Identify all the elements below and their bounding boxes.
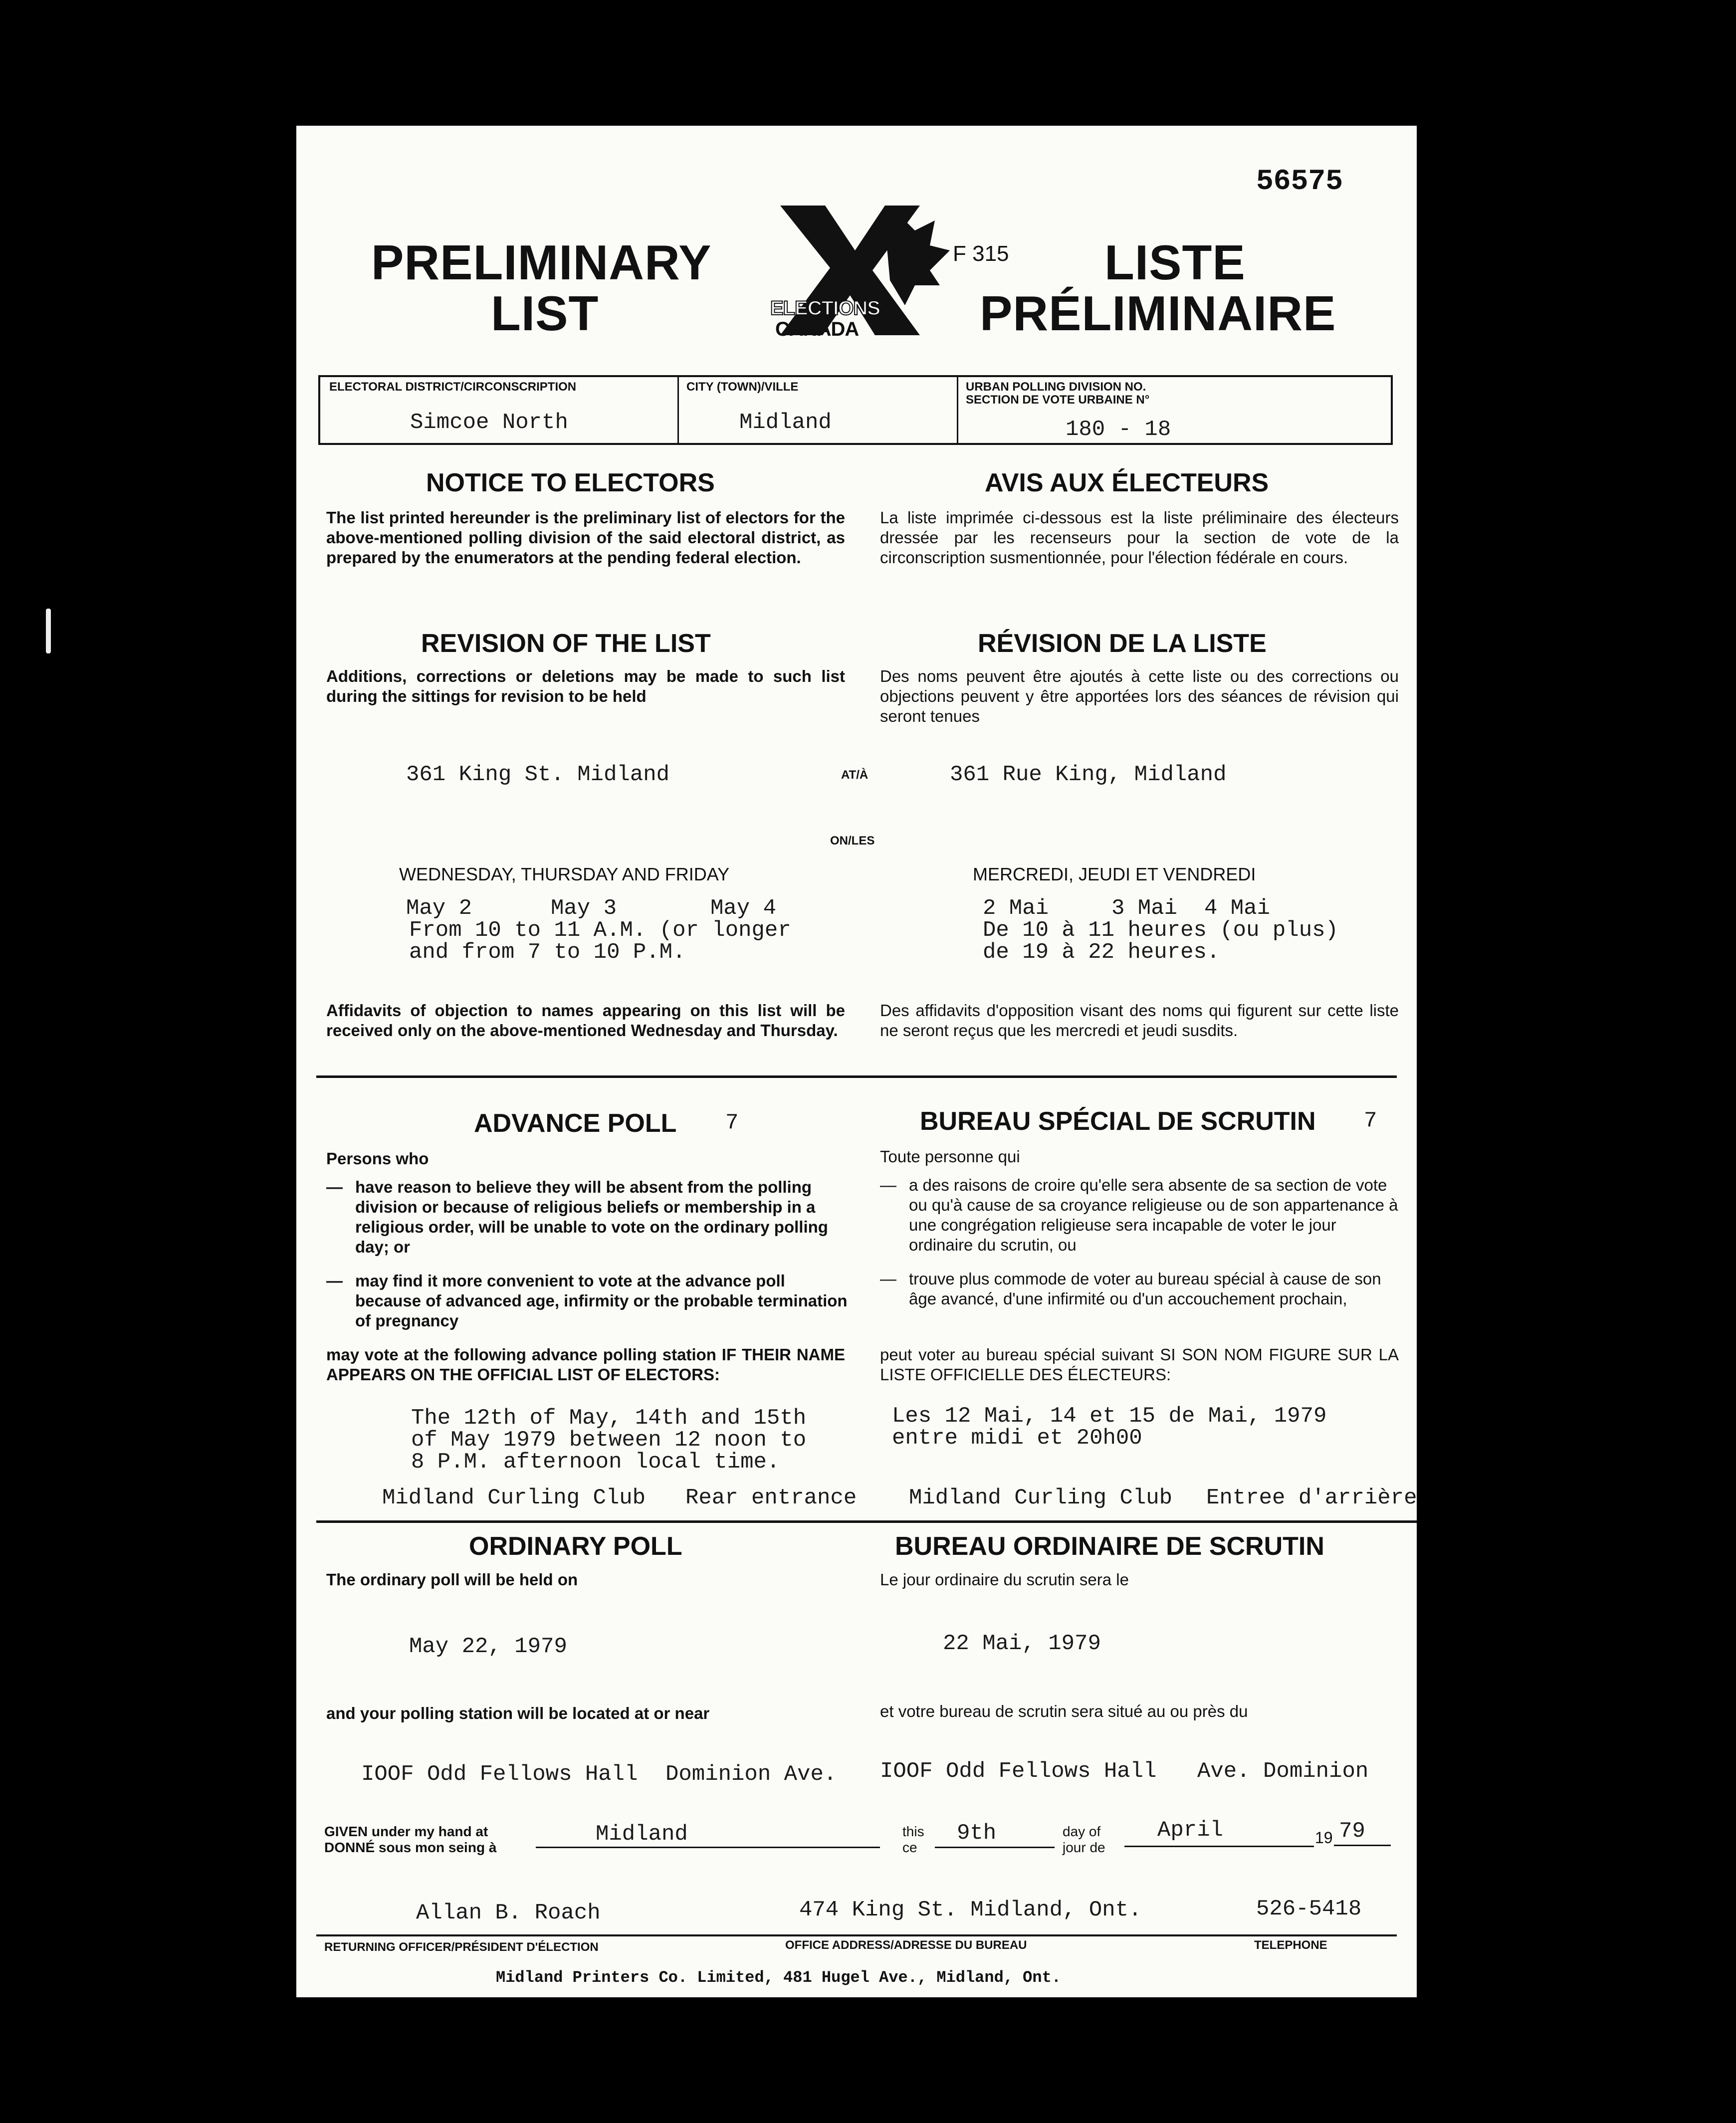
hours-fr-2: de 19 à 22 heures.: [983, 940, 1220, 965]
ordinary-title-en: ORDINARY POLL: [469, 1532, 682, 1561]
logo-text-2: CANADA: [775, 318, 859, 340]
ordinary-held-en: The ordinary poll will be held on: [326, 1570, 578, 1589]
hours-fr-1: De 10 à 11 heures (ou plus): [983, 918, 1338, 943]
days-en: WEDNESDAY, THURSDAY AND FRIDAY: [399, 864, 730, 884]
divider-ordinary: [316, 1520, 1417, 1523]
advance-item2-fr: — trouve plus commode de voter au bureau spécial à cause de son âge avancé, d'une infirmité ou d'un accouchement prochain,: [880, 1270, 1381, 1308]
officer-rule: [316, 1934, 1397, 1936]
district-label: ELECTORAL DISTRICT/CIRCONSCRIPTION: [329, 380, 577, 394]
dash-bullet: —: [880, 1176, 896, 1194]
given-label-en: GIVEN under my hand at: [324, 1824, 488, 1839]
ce-label: ce: [902, 1840, 917, 1855]
officer-address-label: OFFICE ADDRESS/ADRESSE DU BUREAU: [785, 1938, 1027, 1952]
days-fr: MERCREDI, JEUDI ET VENDREDI: [973, 864, 1256, 884]
officer-name: Allan B. Roach: [416, 1901, 601, 1925]
officer-phone-label: TELEPHONE: [1254, 1938, 1327, 1952]
affidavit-fr: Des affidavits d'opposition visant des noms qui figurent sur cette liste ne seront reçus que les mercredi et jeudi susdits.: [880, 1001, 1399, 1040]
year-suffix: 79: [1339, 1819, 1365, 1844]
date-en-3: May 4: [710, 896, 777, 921]
given-label-fr: DONNÉ sous mon seing à: [324, 1840, 497, 1855]
advance-num-fr: 7: [1364, 1108, 1377, 1133]
advance-item1-en: — have reason to believe they will be absent from the polling division or because of religious beliefs or membership in a religious order, will be unable to vote on the ordinary polling day; or: [326, 1178, 828, 1256]
revision-place-en: 361 King St. Midland: [406, 762, 670, 787]
hours-en-2: and from 7 to 10 P.M.: [409, 940, 686, 965]
advance-title-fr: BUREAU SPÉCIAL DE SCRUTIN: [920, 1107, 1316, 1136]
title-fr-line2: PRÉLIMINAIRE: [980, 286, 1336, 341]
title-en-line2: LIST: [491, 286, 599, 341]
persons-fr: Toute personne qui: [880, 1147, 1020, 1166]
notice-title-fr: AVIS AUX ÉLECTEURS: [985, 468, 1269, 497]
serial-number: 56575: [1256, 166, 1343, 198]
advance-where-en-1: Midland Curling Club: [382, 1486, 646, 1510]
advance-item1-fr: — a des raisons de croire qu'elle sera absente de sa section de vote ou qu'à cause de sa croyance religieuse ou de son appartenance à une congrégation religieuse sera incapable de voter le jour ordinaire du scrutin, ou: [880, 1176, 1398, 1254]
year-prefix: 19: [1315, 1829, 1333, 1847]
revision-title-fr: RÉVISION DE LA LISTE: [978, 629, 1267, 658]
division-label-1: URBAN POLLING DIVISION NO.: [966, 380, 1146, 394]
advance-title-en: ADVANCE POLL: [474, 1109, 677, 1138]
notice-title-en: NOTICE TO ELECTORS: [426, 468, 715, 497]
ordinary-place-en-2: Dominion Ave.: [665, 1762, 837, 1787]
advance-when-en-2: of May 1979 between 12 noon to: [411, 1428, 807, 1453]
officer-phone: 526-5418: [1256, 1897, 1362, 1921]
given-place-line: [536, 1847, 880, 1848]
officer-address: 474 King St. Midland, Ont.: [799, 1898, 1142, 1922]
date-fr-1: 2 Mai: [983, 896, 1049, 921]
advance-where-en-2: Rear entrance: [685, 1486, 857, 1510]
notice-text-en: The list printed hereunder is the preliminary list of electors for the above-mentioned polling division of the said electoral district, as prepared by the enumerators at the pending federal election.: [326, 508, 845, 567]
advance-where-fr-2: Entree d'arrière: [1206, 1486, 1417, 1510]
printer-line: Midland Printers Co. Limited, 481 Hugel Ave., Midland, Ont.: [496, 1968, 1061, 1987]
division-label-2: SECTION DE VOTE URBAINE N°: [966, 393, 1150, 407]
given-day: 9th: [957, 1821, 997, 1846]
notice-text-fr: La liste imprimée ci-dessous est la liste préliminaire des électeurs dressée par les recenseurs pour la section de vote de la circonscription susmentionnée, pour l'élection fédérale en cours.: [880, 508, 1399, 567]
ordinary-date-fr: 22 Mai, 1979: [943, 1631, 1101, 1656]
advance-when-en-1: The 12th of May, 14th and 15th: [411, 1406, 807, 1431]
dash-bullet: —: [326, 1178, 343, 1196]
hours-en-1: From 10 to 11 A.M. (or longer: [409, 918, 791, 943]
may-vote-fr: peut voter au bureau spécial suivant SI SON NOM FIGURE SUR LA LISTE OFFICIELLE DES ÉLECTEURS:: [880, 1345, 1399, 1384]
elections-canada-logo: [770, 201, 960, 350]
division-value: 180 - 18: [1066, 417, 1171, 442]
at-label: AT/À: [841, 768, 868, 782]
jour-de-label: jour de: [1063, 1840, 1105, 1855]
revision-text-en: Additions, corrections or deletions may be made to such list during the sittings for revision to be held: [326, 667, 845, 705]
district-value: Simcoe North: [410, 410, 568, 435]
advance-num-en: 7: [725, 1110, 739, 1135]
may-vote-en: may vote at the following advance polling station IF THEIR NAME APPEARS ON THE OFFICIAL LIST OF ELECTORS:: [326, 1345, 845, 1384]
on-label: ON/LES: [830, 834, 875, 848]
form-number: F 315: [953, 241, 1009, 266]
logo-text-1: ELECTIONS: [770, 297, 880, 319]
date-fr-2: 3 Mai: [1111, 896, 1178, 921]
dash-bullet: —: [880, 1270, 896, 1288]
document-page: [296, 126, 1417, 1997]
ordinary-title-fr: BUREAU ORDINAIRE DE SCRUTIN: [895, 1532, 1324, 1561]
scan-artifact: [46, 609, 51, 653]
officer-name-label: RETURNING OFFICER/PRÉSIDENT D'ÉLECTION: [324, 1940, 599, 1954]
date-en-2: May 3: [551, 896, 617, 921]
ordinary-located-en: and your polling station will be located at or near: [326, 1704, 710, 1722]
year-line: [1334, 1845, 1391, 1846]
persons-en: Persons who: [326, 1149, 429, 1168]
this-label: this: [902, 1824, 924, 1839]
revision-text-fr: Des noms peuvent être ajoutés à cette liste ou des corrections ou objections peuvent y être apportées lors des séances de révision qui seront tenues: [880, 667, 1399, 725]
given-month: April: [1157, 1818, 1224, 1843]
advance-when-en-3: 8 P.M. afternoon local time.: [411, 1450, 780, 1475]
ordinary-place-fr-2: Ave. Dominion: [1197, 1759, 1369, 1784]
given-day-line: [935, 1847, 1055, 1848]
info-divider-1: [677, 377, 679, 444]
title-en-line1: PRELIMINARY: [371, 235, 712, 290]
info-divider-2: [957, 377, 958, 444]
revision-title-en: REVISION OF THE LIST: [421, 629, 711, 658]
advance-when-fr-1: Les 12 Mai, 14 et 15 de Mai, 1979: [892, 1404, 1327, 1429]
revision-place-fr: 361 Rue King, Midland: [950, 762, 1227, 787]
date-fr-3: 4 Mai: [1204, 896, 1271, 921]
divider-advance: [316, 1075, 1397, 1078]
city-value: Midland: [739, 410, 832, 435]
ordinary-date-en: May 22, 1979: [409, 1634, 567, 1659]
advance-where-fr-1: Midland Curling Club: [909, 1486, 1173, 1510]
title-fr-line1: LISTE: [1104, 235, 1246, 290]
advance-item2-en: — may find it more convenient to vote at the advance poll because of advanced age, infirmity or the probable termination of pregnancy: [326, 1272, 848, 1330]
info-box: [318, 375, 1393, 445]
date-en-1: May 2: [406, 896, 472, 921]
ordinary-place-en-1: IOOF Odd Fellows Hall: [361, 1762, 638, 1787]
ordinary-place-fr-1: IOOF Odd Fellows Hall: [880, 1759, 1157, 1784]
ordinary-located-fr: et votre bureau de scrutin sera situé au ou près du: [880, 1702, 1248, 1720]
given-place: Midland: [596, 1822, 688, 1847]
given-month-line: [1124, 1846, 1314, 1847]
day-of-label: day of: [1063, 1824, 1101, 1839]
dash-bullet: —: [326, 1272, 343, 1290]
advance-when-fr-2: entre midi et 20h00: [892, 1426, 1142, 1451]
city-label: CITY (TOWN)/VILLE: [686, 380, 799, 394]
ordinary-held-fr: Le jour ordinaire du scrutin sera le: [880, 1570, 1129, 1589]
affidavit-en: Affidavits of objection to names appearing on this list will be received only on the above-mentioned Wednesday and Thursday.: [326, 1001, 845, 1040]
